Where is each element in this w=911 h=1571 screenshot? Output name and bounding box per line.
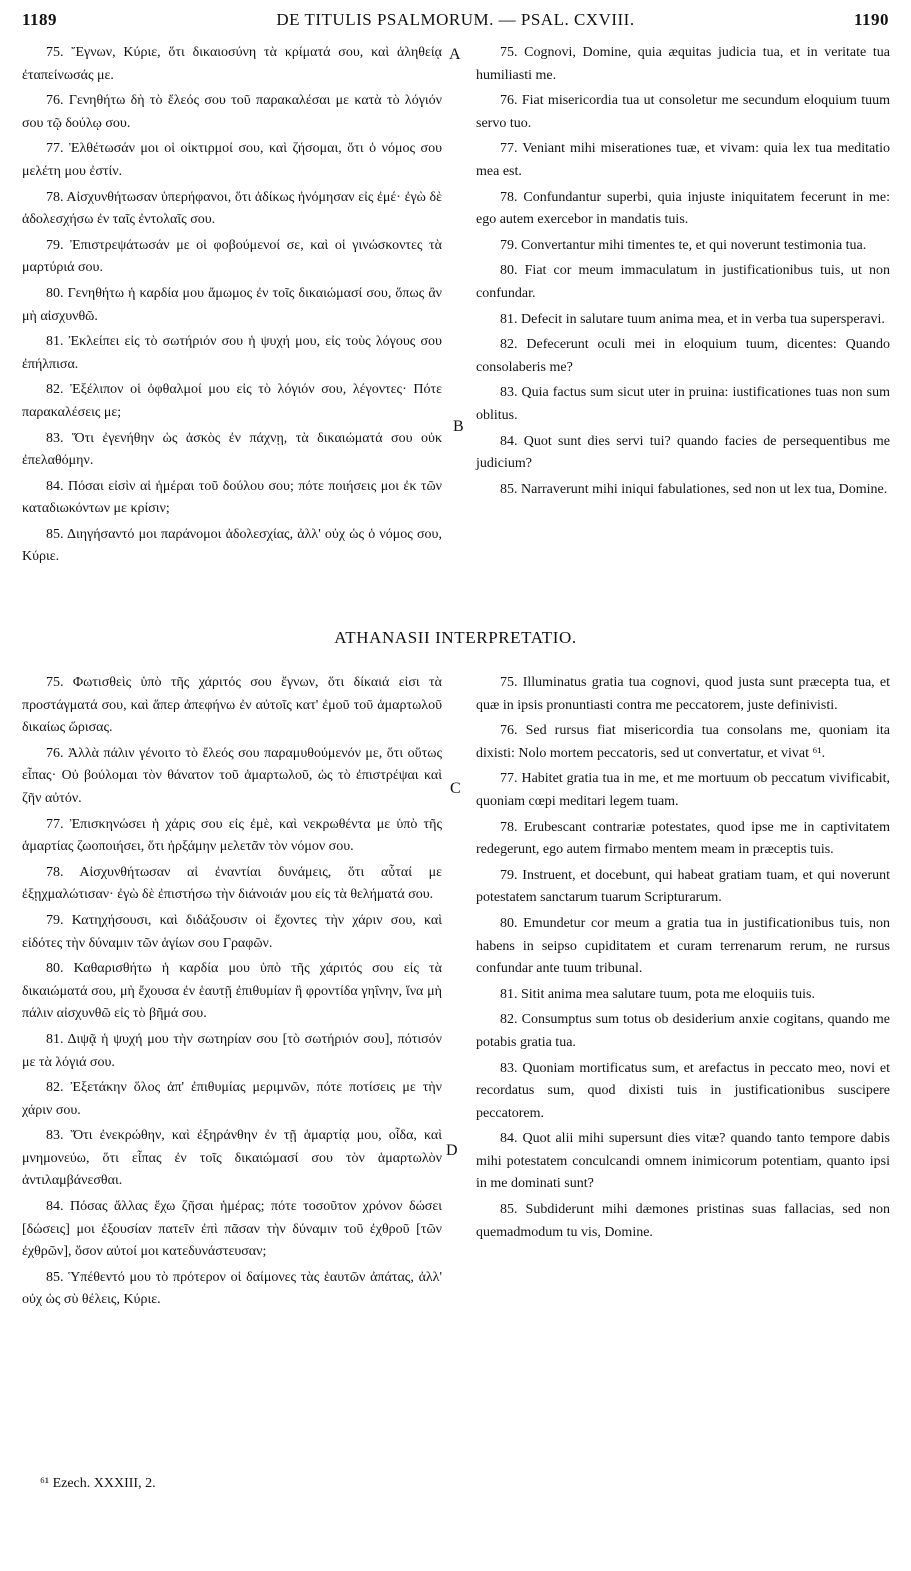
verse-text: Illuminatus gratia tua cognovi, quod justa sunt præcepta tua, et quæ in ipsis pronuntiasti contra me peccatorem, juste definivisti.	[476, 675, 890, 713]
verse-number: 75.	[46, 675, 64, 690]
verse-number: 82.	[500, 1012, 518, 1028]
latin-verse	[476, 768, 890, 813]
latin-verse	[476, 42, 890, 87]
verse-text: Ἐκλείπει εἰς τὸ σωτήριόν σου ἡ ψυχή μου, εἰς τοὺς λόγους σου ἐπήλπισα.	[22, 334, 442, 372]
verse-number: 83.	[46, 430, 64, 446]
verse-text: Ἐξετάκην ὅλος ἀπ' ἐπιθυμίας μεριμνῶν, πότε ποτίσεις με τὴν χάριν σου.	[22, 1080, 443, 1118]
greek-verse	[22, 476, 442, 521]
verse-number: 85.	[46, 526, 64, 542]
verse-text: Γενηθήτω δὴ τὸ ἔλεός σου τοῦ παρακαλέσαι με κατὰ τὸ λόγιόν σου τῷ δούλῳ σου.	[22, 93, 443, 131]
greek-verse	[22, 90, 442, 135]
verse-text: Ἐλθέτωσάν μοι οἱ οἰκτιρμοί σου, καὶ ζήσομαι, ὅτι ὁ νόμος σου μελέτη μου ἐστίν.	[22, 141, 442, 179]
greek-verse	[22, 958, 442, 1026]
verse-number: 78.	[46, 864, 64, 880]
verse-number: 81.	[46, 1031, 64, 1047]
latin-verse	[476, 1199, 890, 1244]
greek-column-bottom	[22, 672, 442, 1315]
verse-number: 78.	[46, 189, 64, 205]
verse-text: Αἰσχυνθήτωσαν αἱ ἐναντίαι δυνάμεις, ὅτι αὗταί με ἐξῃχμαλώτισαν· ἐγὼ δὲ ἐπιστήσω τὴν διάνοιάν μου εἰς τὰ θελήματά σου.	[22, 864, 443, 903]
verse-number: 77.	[46, 141, 64, 157]
latin-verse	[476, 913, 890, 981]
verse-number: 77.	[46, 816, 64, 832]
verse-text: Fiat cor meum immaculatum in justificationibus tuis, ut non confundar.	[476, 263, 891, 301]
latin-column-top	[476, 42, 890, 504]
verse-text: Fiat misericordia tua ut consoletur me secundum eloquium tuum servo tuo.	[476, 93, 891, 131]
verse-number: 76.	[46, 93, 64, 109]
latin-verse	[476, 138, 890, 183]
verse-number: 81.	[46, 334, 64, 350]
page-number-left: 1189	[22, 10, 58, 29]
greek-verse	[22, 672, 442, 740]
verse-text: Sed rursus fiat misericordia tua consolans me, quoniam ita dixisti: Nolo mortem peccatoris, sed ut convertatur, et vivat ⁶¹.	[476, 723, 891, 761]
verse-number: 85.	[500, 1202, 518, 1218]
verse-number: 75.	[46, 45, 64, 60]
latin-verse	[476, 187, 890, 232]
verse-text: Διψᾷ ἡ ψυχή μου τὴν σωτηρίαν σου [τὸ σωτήριόν σου], πότισόν με τὰ λόγιά σου.	[22, 1031, 442, 1070]
latin-verse	[476, 334, 890, 379]
verse-number: 83.	[500, 1060, 518, 1076]
latin-verse	[476, 382, 890, 427]
verse-number: 75.	[500, 675, 518, 690]
verse-text: Quot alii mihi supersunt dies vitæ? quando tanto tempore dabis mihi potestatem conculcandi omnem inimicorum potentiam, quanto ipsi in me dominati sunt?	[476, 1131, 890, 1192]
verse-number: 80.	[46, 961, 64, 977]
greek-verse	[22, 235, 442, 280]
verse-text: Consumptus sum totus ob desiderium anxie cogitans, quando me potabis gratia tua.	[476, 1012, 891, 1050]
greek-verse	[22, 331, 442, 376]
verse-text: Ὅτι ἐγενήθην ὡς ἀσκὸς ἐν πάχνῃ, τὰ δικαιώματά σου οὐκ ἐπελαθόμην.	[22, 430, 442, 469]
latin-verse	[476, 672, 890, 717]
verse-text: Cognovi, Domine, quia æquitas judicia tua, et in veritate tua humiliasti me.	[476, 45, 891, 83]
margin-marker-b: B	[453, 418, 464, 435]
verse-text: Ἀλλὰ πάλιν γένοιτο τὸ ἔλεός σου παραμυθούμενόν με, ὅτι οὕτως εἶπας· Οὐ βούλομαι τὸν θάνατον τοῦ ἁμαρτωλοῦ, ὡς τὸ ἐπιστρέψαι καὶ ζῆν αὐτόν.	[22, 745, 443, 806]
verse-text: Confundantur superbi, quia injuste iniquitatem fecerunt in me: ego autem exercebor in mandatis tuis.	[476, 189, 891, 228]
margin-marker-a: A	[449, 46, 461, 63]
verse-text: Ὅτι ἐνεκρώθην, καὶ ἐξηράνθην ἐν τῇ ἁμαρτίᾳ μου, οἶδα, καὶ μνημονεύω, ὅτι εἶπας ἐν τοῖς δικαιώμασί σου τὸν ἁμαρτωλὸν ἀντιλαμβάνεσθαι.	[22, 1128, 442, 1189]
footnote: ⁶¹ Ezech. XXXIII, 2.	[40, 1476, 156, 1491]
verse-text: Veniant mihi miserationes tuæ, et vivam: quia lex tua meditatio mea est.	[476, 141, 891, 179]
greek-verse	[22, 42, 442, 87]
verse-text: Quot sunt dies servi tui? quando facies de persequentibus me judicium?	[476, 433, 891, 472]
verse-number: 80.	[500, 915, 518, 931]
latin-verse	[476, 720, 890, 765]
greek-column-top	[22, 42, 442, 572]
verse-text: Ἐπιστρεψάτωσάν με οἱ φοβούμενοί σε, καὶ οἱ γινώσκοντες τὰ μαρτύριά σου.	[22, 237, 443, 276]
verse-text: Emundetur cor meum a gratia tua in justificationibus tuis, non habens in seipso cupiditatem et curam terrenarum rerum, ne rursus confundar ante tuum tribunal.	[476, 915, 890, 977]
latin-verse	[476, 479, 890, 502]
greek-verse	[22, 1077, 442, 1122]
verse-number: 78.	[500, 819, 518, 835]
verse-text: Erubescant contrariæ potestates, quod ipse me in captivitatem redegerunt, ego autem firmabo mentem meam in præceptis tuis.	[476, 819, 890, 858]
verse-text: Ὑπέθεντό μου τὸ πρότερον οἱ δαίμονες τὰς ἑαυτῶν ἀπάτας, ἀλλ' οὐχ ὡς σὺ θέλεις, Κύριε.	[22, 1269, 442, 1308]
greek-verse	[22, 814, 442, 859]
verse-number: 81.	[500, 986, 518, 1002]
verse-text: Διηγήσαντό μοι παράνομοι ἀδολεσχίας, ἀλλ' οὐχ ὡς ὁ νόμος σου, Κύριε.	[22, 526, 442, 565]
verse-number: 78.	[500, 189, 518, 205]
latin-verse	[476, 865, 890, 910]
latin-verse	[476, 1058, 890, 1126]
verse-text: Ἔγνων, Κύριε, ὅτι δικαιοσύνη τὰ κρίματά σου, καὶ ἀληθείᾳ ἐταπείνωσάς με.	[22, 45, 442, 83]
latin-verse	[476, 984, 890, 1007]
verse-text: Φωτισθεὶς ὑπὸ τῆς χάριτός σου ἔγνων, ὅτι δίκαιά εἰσι τὰ προστάγματά σου, καὶ ἅπερ ἀπεφήνω ἐν αὐτοῖς κατ' ἐμοῦ τοῦ ἁμαρτωλοῦ δικαίως ὥρισας.	[22, 675, 442, 736]
running-title: DE TITULIS PSALMORUM. — PSAL. CXVIII.	[276, 10, 635, 29]
greek-verse	[22, 862, 442, 907]
verse-text: Convertantur mihi timentes te, et qui noverunt testimonia tua.	[521, 237, 867, 253]
verse-text: Narraverunt mihi iniqui fabulationes, sed non ut lex tua, Domine.	[521, 481, 888, 497]
greek-verse	[22, 428, 442, 473]
verse-text: Quoniam mortificatus sum, et arefactus in peccato meo, novi et recordatus sum, quod dixisti tuis in justificationibus suscipere peccatorem.	[476, 1060, 890, 1121]
verse-number: 76.	[500, 723, 518, 739]
latin-verse	[476, 90, 890, 135]
verse-number: 84.	[500, 433, 518, 449]
verse-number: 77.	[500, 771, 518, 787]
verse-number: 84.	[500, 1131, 518, 1147]
verse-text: Αἰσχυνθήτωσαν ὑπερήφανοι, ὅτι ἀδίκως ἠνόμησαν εἰς ἐμέ· ἐγὼ δὲ ἀδολεσχήσω ἐν ταῖς ἐντολαῖς σου.	[22, 189, 442, 228]
latin-verse	[476, 431, 890, 476]
verse-number: 82.	[500, 337, 518, 353]
verse-number: 81.	[500, 311, 518, 327]
verse-text: Instruent, et docebunt, qui habeat gratiam tuam, et qui noverunt potestatem sanctarum tuarum Scripturarum.	[476, 867, 891, 906]
verse-number: 84.	[46, 1199, 64, 1215]
verse-number: 82.	[46, 1080, 64, 1096]
latin-verse	[476, 817, 890, 862]
greek-verse	[22, 1125, 442, 1193]
verse-number: 79.	[46, 237, 64, 253]
verse-number: 79.	[46, 912, 64, 928]
greek-verse	[22, 743, 442, 811]
verse-text: Defecerunt oculi mei in eloquium tuum, dicentes: Quando consolaberis me?	[476, 337, 890, 375]
margin-marker-c: C	[450, 780, 461, 797]
verse-text: Ἐξέλιπον οἱ ὀφθαλμοί μου εἰς τὸ λόγιόν σου, λέγοντες· Πότε παρακαλέσεις με;	[22, 382, 442, 420]
verse-number: 77.	[500, 141, 518, 157]
verse-text: Πόσας ἄλλας ἔχω ζῆσαι ἡμέρας; πότε τοσοῦτον χρόνον δώσει [δώσεις] μοι ἐξουσίαν πατεῖν ἐπὶ πᾶσαν τὴν δύναμιν τοῦ ἐχθροῦ [τῶν ἐχθρῶν], ὅσον αὐτοί μοι κατεδυνάστευσαν;	[22, 1199, 442, 1260]
verse-number: 83.	[500, 385, 518, 401]
verse-number: 85.	[500, 481, 518, 497]
verse-text: Sitit anima mea salutare tuum, pota me eloquiis tuis.	[521, 986, 815, 1002]
greek-verse	[22, 1267, 442, 1312]
greek-verse	[22, 1196, 442, 1264]
verse-number: 75.	[500, 45, 518, 60]
latin-verse	[476, 235, 890, 258]
verse-text: Habitet gratia tua in me, et me mortuum ob peccatum vivificabit, quoniam cœpi meditari legem tuam.	[476, 771, 890, 809]
greek-verse	[22, 138, 442, 183]
verse-text: Subdiderunt mihi dæmones pristinas suas fallacias, sed non quemadmodum tu vis, Domine.	[476, 1202, 891, 1240]
greek-verse	[22, 1029, 442, 1074]
latin-verse	[476, 260, 890, 305]
verse-number: 82.	[46, 382, 64, 398]
verse-text: Γενηθήτω ἡ καρδία μου ἄμωμος ἐν τοῖς δικαιώμασί σου, ὅπως ἂν μὴ αἰσχυνθῶ.	[22, 285, 442, 324]
latin-verse	[476, 1009, 890, 1054]
verse-number: 80.	[46, 285, 64, 301]
latin-column-bottom	[476, 672, 890, 1247]
verse-number: 84.	[46, 478, 64, 494]
verse-number: 79.	[500, 237, 518, 253]
latin-verse	[476, 1128, 890, 1196]
greek-verse	[22, 910, 442, 955]
page-number-right: 1190	[853, 10, 889, 29]
verse-text: Καθαρισθήτω ἡ καρδία μου ὑπὸ τῆς χάριτός σου εἰς τὰ δικαιώματά σου, μὴ ἔχουσα ἐν ἑαυτῇ ἐπιθυμίαν ἢ φροντίδα γηΐνην, ἵνα μὴ πάλιν αἰσχυνθῶ εἰς τὸ βῆμά σου.	[22, 961, 442, 1022]
verse-number: 76.	[500, 93, 518, 109]
section-title: ATHANASII INTERPRETATIO.	[334, 628, 577, 647]
verse-number: 85.	[46, 1269, 64, 1285]
running-header	[22, 6, 889, 36]
verse-text: Κατηχήσουσι, καὶ διδάξουσιν οἱ ἔχοντες τὴν χάριν σου, καὶ εἰδότες τὴν δύναμιν τῶν ἁγίων σου Γραφῶν.	[22, 912, 443, 951]
verse-number: 79.	[500, 867, 518, 883]
verse-text: Quia factus sum sicut uter in pruina: iustificationes tuas non sum oblitus.	[476, 385, 890, 423]
verse-number: 76.	[46, 745, 64, 761]
verse-number: 80.	[500, 263, 518, 279]
verse-text: Defecit in salutare tuum anima mea, et in verba tua supersperavi.	[521, 311, 885, 327]
greek-verse	[22, 283, 442, 328]
greek-verse	[22, 379, 442, 424]
greek-verse	[22, 524, 442, 569]
verse-text: Ἐπισκηνώσει ἡ χάρις σου εἰς ἐμὲ, καὶ νεκρωθέντα με ὑπὸ τῆς ἁμαρτίας ζωοποιήσει, ὅτι ἠρξάμην μελετᾶν τὸν νόμον σου.	[22, 816, 443, 855]
verse-text: Πόσαι εἰσὶν αἱ ἡμέραι τοῦ δούλου σου; πότε ποιήσεις μοι ἐκ τῶν καταδιωκόντων με κρίσιν;	[22, 478, 442, 517]
latin-verse	[476, 309, 890, 332]
margin-marker-d: D	[446, 1142, 458, 1159]
verse-number: 83.	[46, 1128, 64, 1144]
greek-verse	[22, 187, 442, 232]
